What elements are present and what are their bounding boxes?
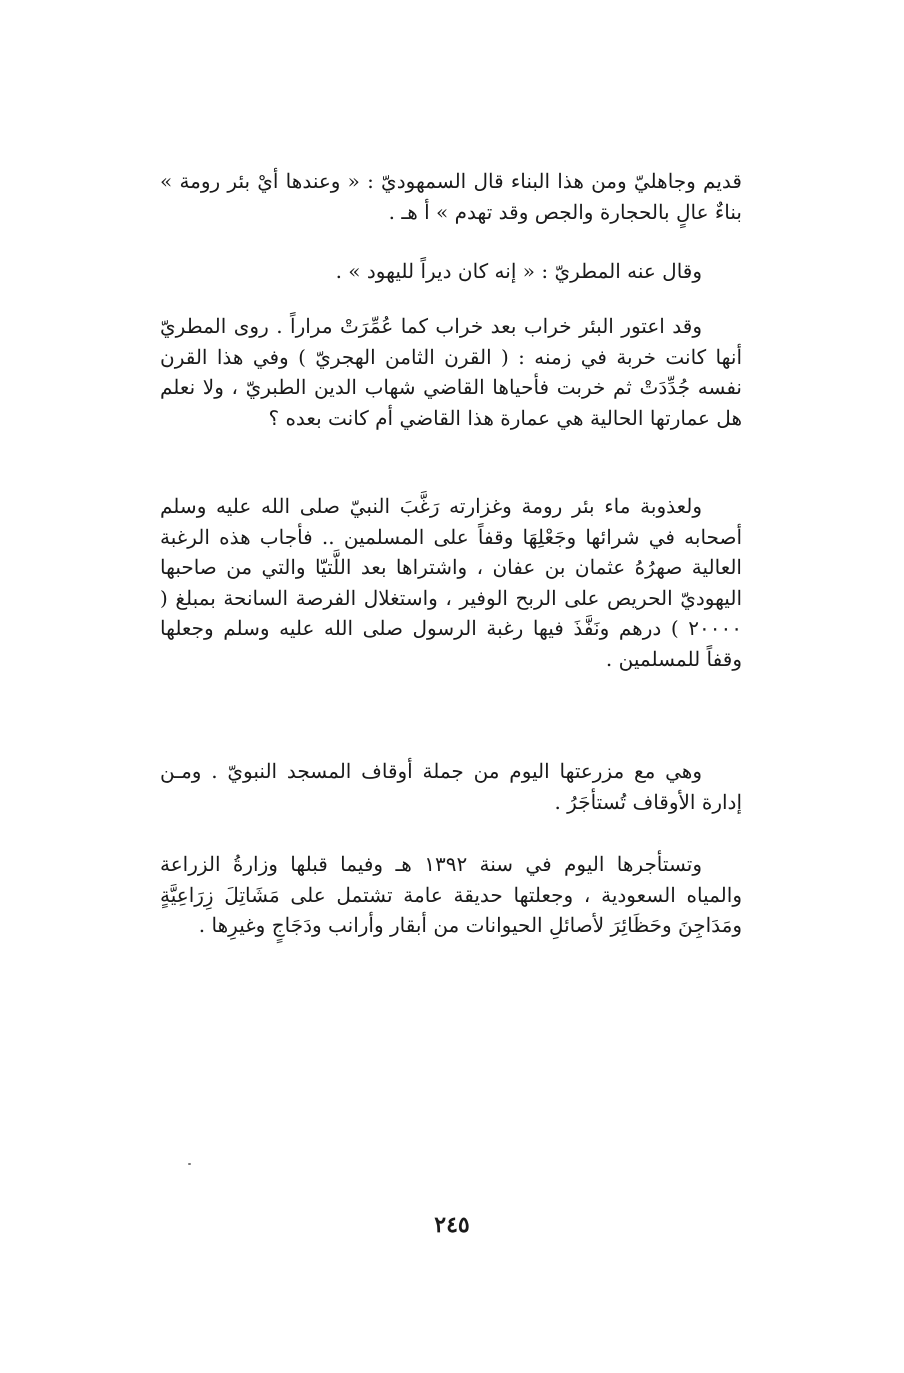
paragraph-6-text: وتستأجرها اليوم في سنة ١٣٩٢ هـ وفيما قبلها وزارةُ الزراعة والمياه السعودية ، وجعلتها حديقة عامة تشتمل على مَشَاتِلَ زِرَاعِيَّةٍ ومَدَاجِنَ وحَظَائِرَ لأصائلِ الحيوانات من أبقار وأرانب ودَجَاجٍ وغيرِها .: [160, 852, 742, 937]
page-number: ٢٤٥: [434, 1212, 470, 1238]
paragraph-6: [160, 849, 742, 941]
scan-speck: [188, 1163, 191, 1165]
paragraph-4-text: ولعذوبة ماء بئر رومة وغزارته رَغَّبَ النبيّ صلى الله عليه وسلم أصحابه في شرائها وجَعْلِهَا وقفاً على المسلمين .. فأجاب هذه الرغبة العالية صهرُهُ عثمان بن عفان ، واشتراها بعد اللَّتيّا والتي من صاحبها اليهوديّ الحريص على الربح الوفير ، واستغلال الفرصة السانحة بمبلغ ( ٢٠٠٠٠ ) درهم ونَفَّذَ فيها رغبة الرسول صلى الله عليه وسلم وجعلها وقفاً للمسلمين .: [160, 494, 742, 671]
paragraph-3: [160, 311, 742, 433]
paragraph-2-text: وقال عنه المطريّ : « إنه كان ديراً لليهود » .: [335, 259, 702, 283]
paragraph-3-text: وقد اعتور البئر خراب بعد خراب كما عُمِّرَتْ مراراً . روى المطريّ أنها كانت خربة في زمنه : ( القرن الثامن الهجريّ ) وفي هذا القرن نفسه جُدِّدَتْ ثم خربت فأحياها القاضي شهاب الدين الطبريّ ، ولا نعلم هل عمارتها الحالية هي عمارة هذا القاضي أم كانت بعده ؟: [160, 314, 742, 430]
paragraph-1: [160, 166, 742, 227]
paragraph-2: [160, 256, 742, 287]
paragraph-5-text: وهي مع مزرعتها اليوم من جملة أوقاف المسجد النبويّ . ومـن إدارة الأوقاف تُستأجَرُ .: [160, 759, 742, 814]
paragraph-1-text: قديم وجاهليّ ومن هذا البناء قال السمهوديّ : « وعندها أيْ بئر رومة » بناءٌ عالٍ بالحجارة والجص وقد تهدم » أ هـ .: [160, 169, 742, 224]
paragraph-4: [160, 491, 742, 674]
paragraph-5: [160, 756, 742, 817]
